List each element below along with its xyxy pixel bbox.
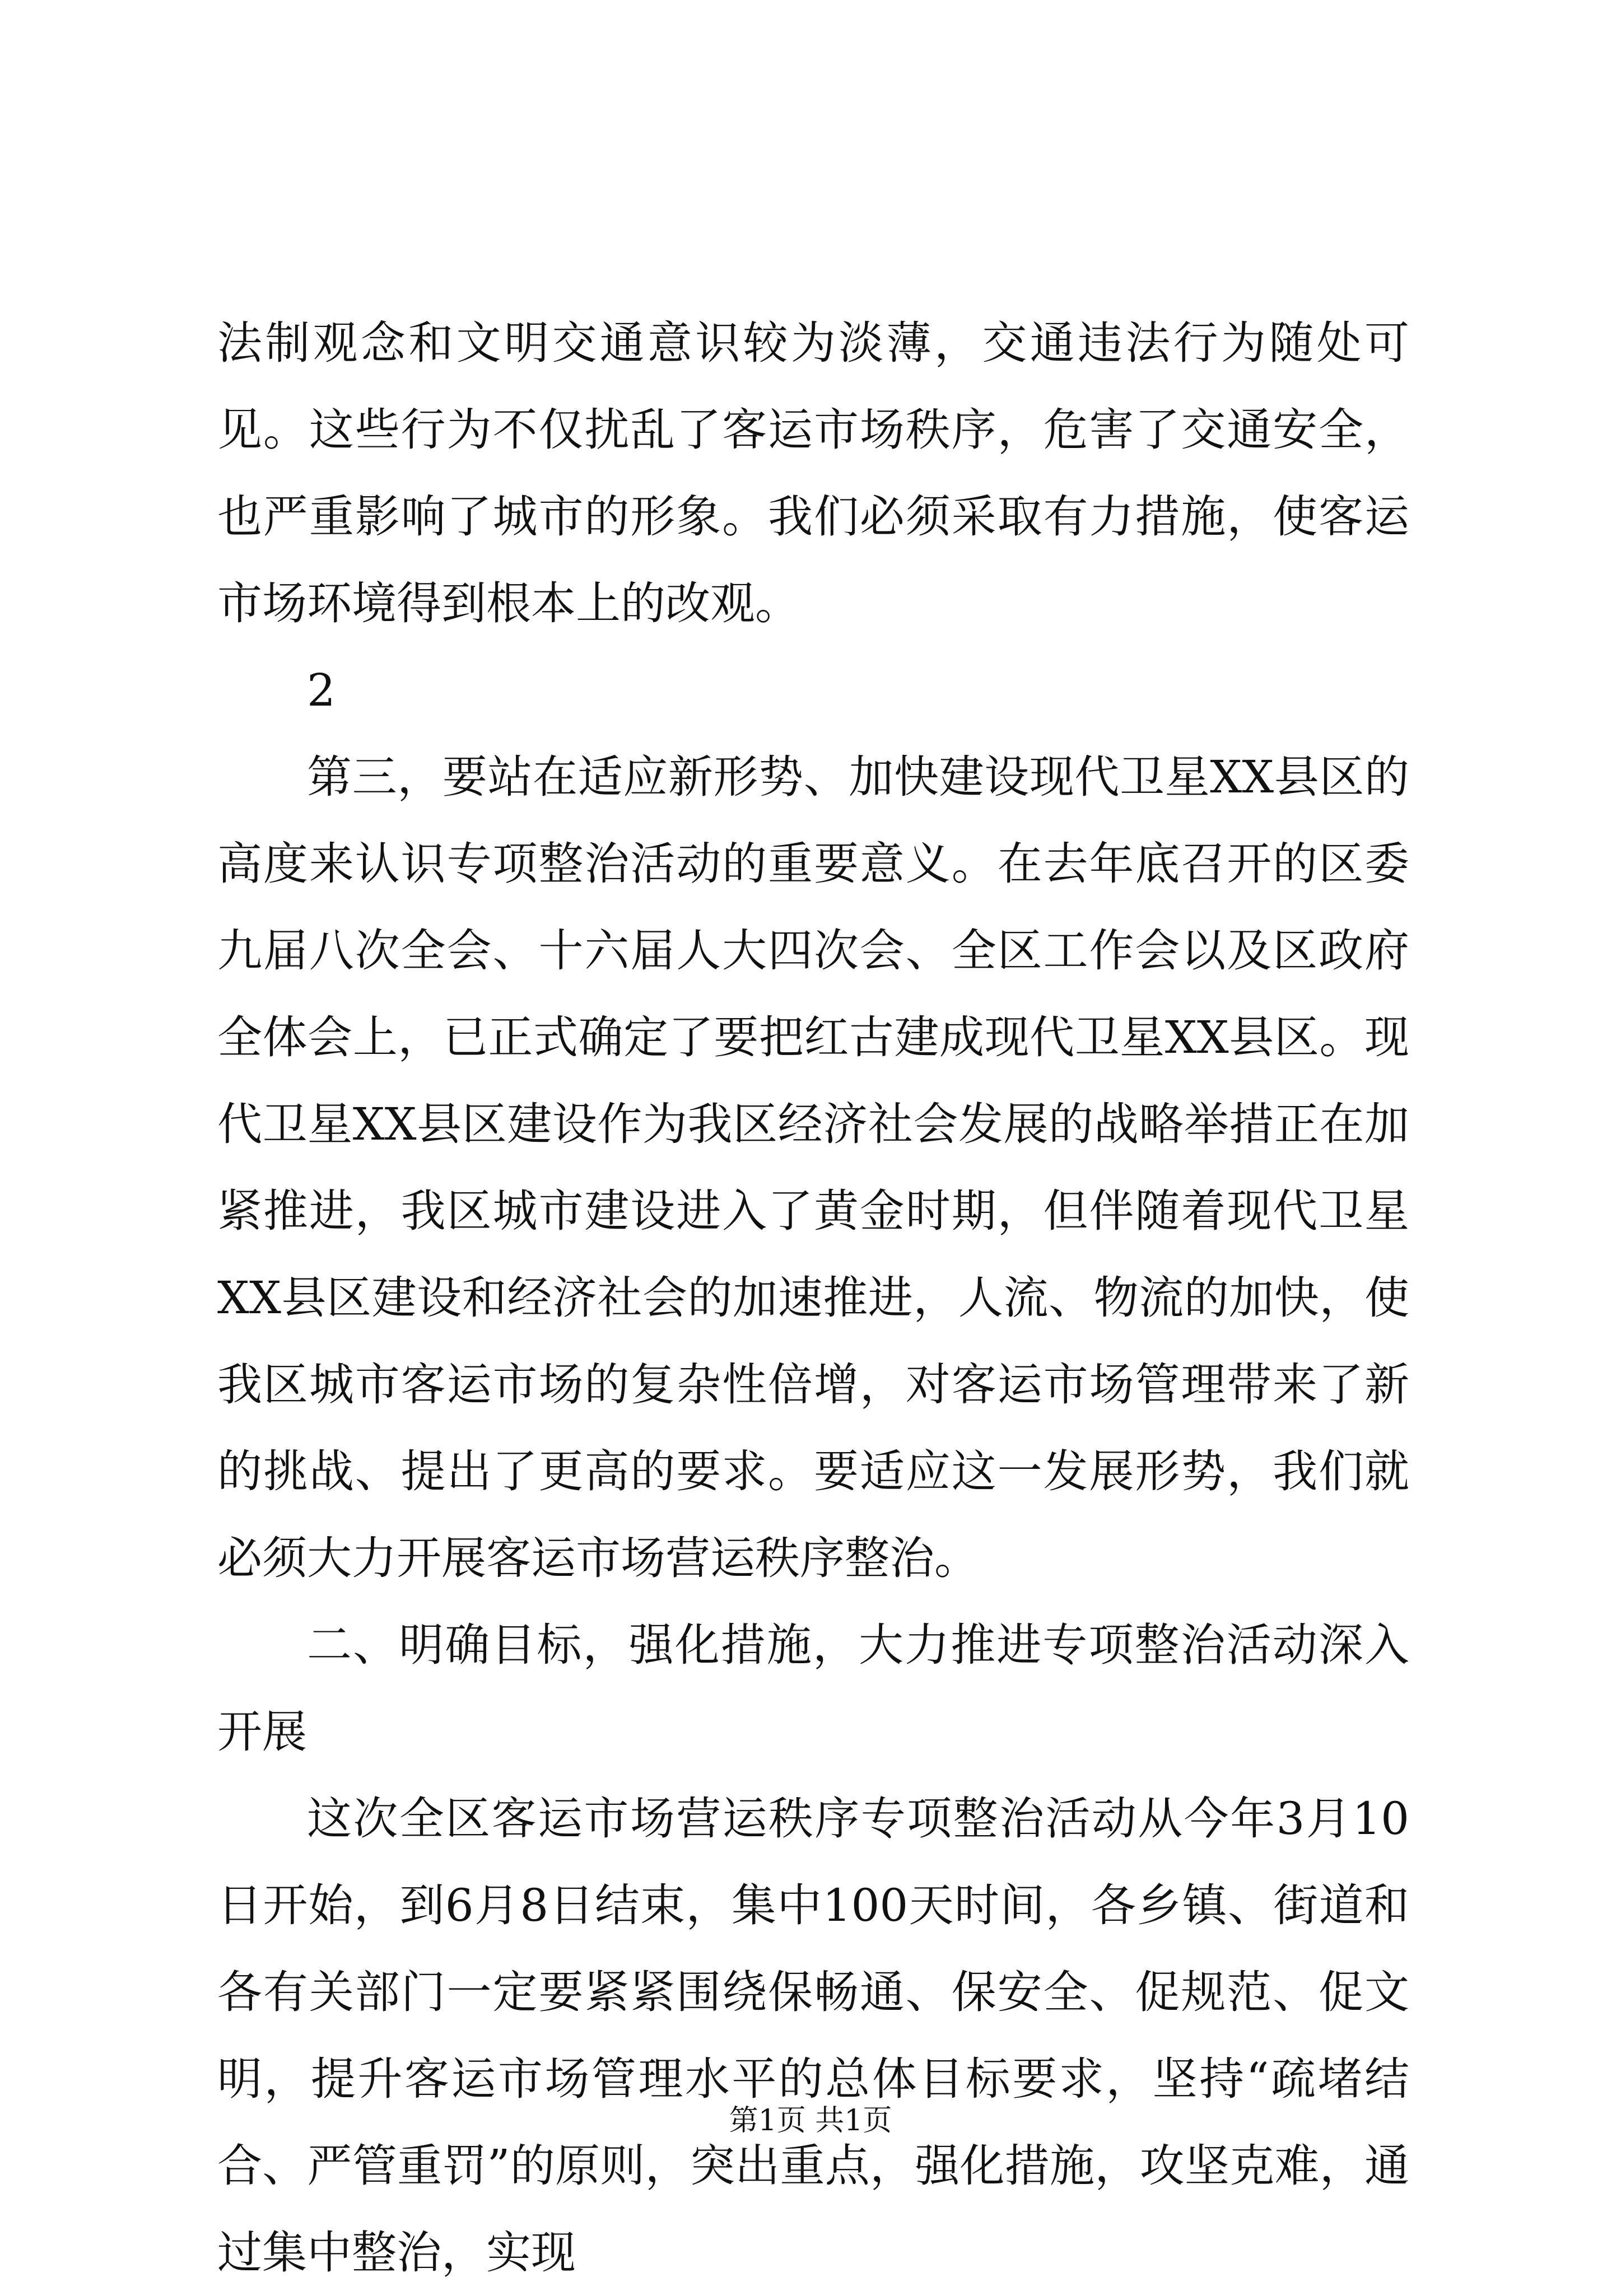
page-footer: 第1页 共1页: [729, 2104, 892, 2138]
section-heading: 二、明确目标，强化措施，大力推进专项整治活动深入开展: [217, 1619, 1409, 1758]
document-body: [217, 300, 1409, 2296]
paragraph-2: 第三，要站在适应新形势、加快建设现代卫星XX县区的高度来认识专项整治活动的重要意义。在去年底召开的区委九届八次全会、十六届人大四次会、全区工作会以及区政府全体会上，已正式确定了要把红古建成现代卫星XX县区。现代卫星XX县区建设作为我区经济社会发展的战略举措正在加紧推进，我区城市建设进入了黄金时期，但伴随着现代卫星XX县区建设和经济社会的加速推进，人流、物流的加快，使我区城市客运市场的复杂性倍增，对客运市场管理带来了新的挑战、提出了更高的要求。要适应这一发展形势，我们就必须大力开展客运市场营运秩序整治。: [217, 751, 1409, 1584]
inline-page-number: 2: [307, 664, 336, 716]
paragraph-3: 这次全区客运市场营运秩序专项整治活动从今年3月10日开始，到6月8日结束，集中100天时间，各乡镇、街道和各有关部门一定要紧紧围绕保畅通、保安全、促规范、促文明，提升客运市场管理水平的总体目标要求，坚持“疏堵结合、严管重罚”的原则，突出重点，强化措施，攻坚克难，通过集中整治，实现: [217, 1793, 1409, 2279]
paragraph-1: 法制观念和文明交通意识较为淡薄，交通违法行为随处可见。这些行为不仅扰乱了客运市场秩序，危害了交通安全，也严重影响了城市的形象。我们必须采取有力措施，使客运市场环境得到根本上的改观。: [217, 317, 1409, 629]
